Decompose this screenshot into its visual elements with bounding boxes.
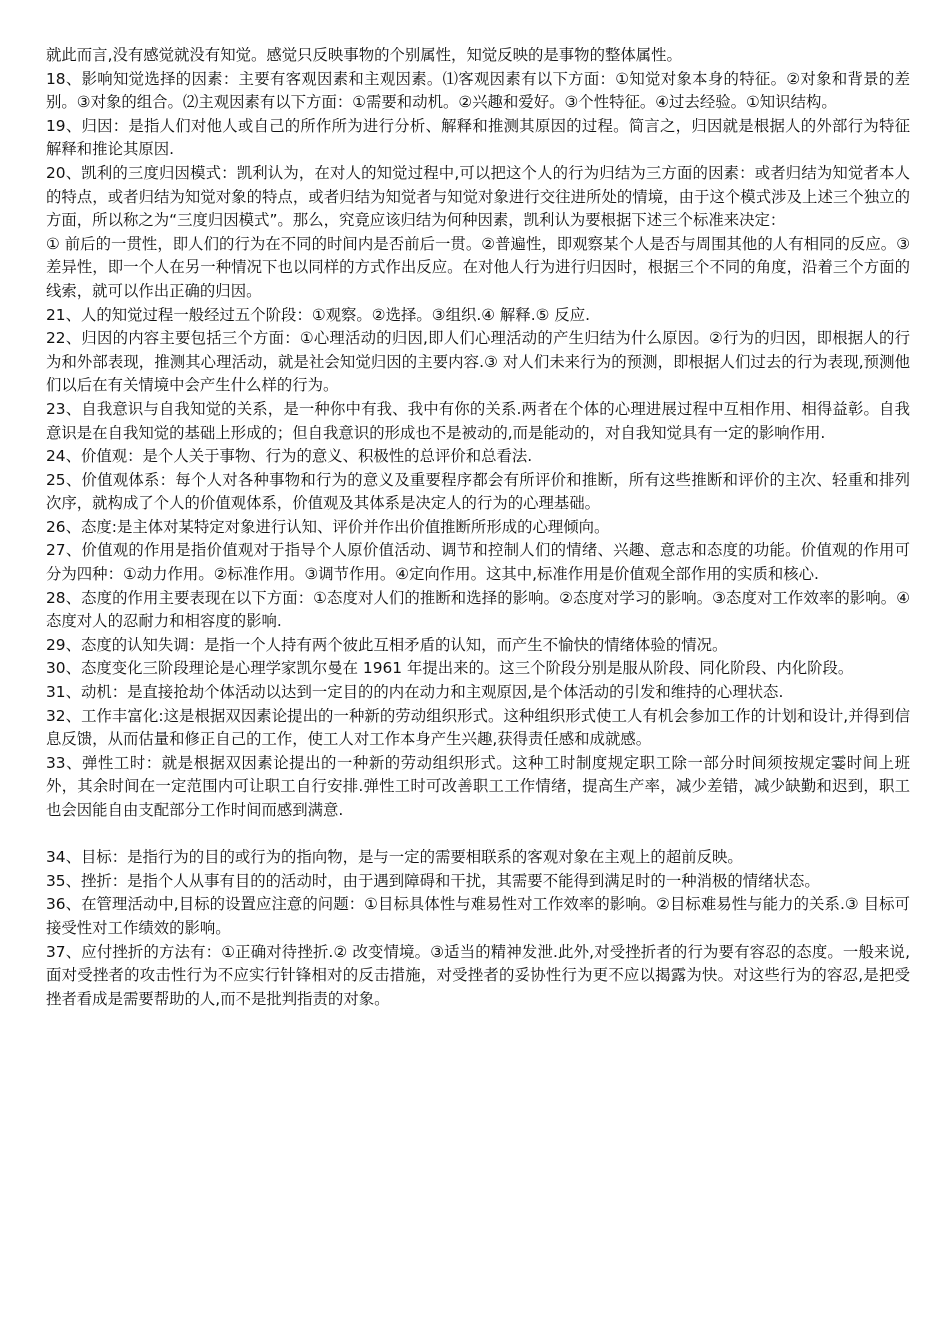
paragraph-item-32: 32、工作丰富化:这是根据双因素论提出的一种新的劳动组织形式。这种组织形式使工人有机会参加工作的计划和设计,并得到信息反馈，从而估量和修正自己的工作，使工人对工作本身产生兴趣,获得责任感和成就感。 — [46, 706, 910, 749]
paragraph-item-33: 33、弹性工时：就是根据双因素论提出的一种新的劳动组织形式。这种工时制度规定职工除一部分时间须按规定霎时间上班外，其余时间在一定范围内可让职工自行安排.弹性工时可改善职工工作情绪，提高生产率，减少差错，减少缺勤和迟到，职工也会因能自由支配部分工作时间而感到满意. — [46, 753, 910, 819]
paragraph-item-19: 19、归因：是指人们对他人或自己的所作所为进行分析、解释和推测其原因的过程。简言之，归因就是根据人的外部行为特征解释和推论其原因. — [46, 116, 910, 159]
paragraph-item-20-criteria: ① 前后的一贯性，即人们的行为在不同的时间内是否前后一贯。②普遍性，即观察某个人是否与周围其他的人有相同的反应。③差异性，即一个人在另一种情况下也以同样的方式作出反应。在对他人行为进行归因时，根据三个不同的角度，沿着三个方面的线索，就可以作出正确的归因。 — [46, 234, 910, 300]
blank-line — [46, 823, 910, 847]
paragraph-item-36: 36、在管理活动中,目标的设置应注意的问题：①目标具体性与难易性对工作效率的影响。②目标难易性与能力的关系.③ 目标可接受性对工作绩效的影响。 — [46, 895, 910, 937]
paragraph-item-25: 25、价值观体系：每个人对各种事物和行为的意义及重要程序都会有所评价和推断，所有这些推断和评价的主次、轻重和排列次序，就构成了个人的价值观体系，价值观及其体系是决定人的行为的心理基础。 — [46, 470, 910, 513]
paragraph-item-29: 29、态度的认知失调：是指一个人持有两个彼此互相矛盾的认知，而产生不愉快的情绪体验的情况。 — [46, 635, 728, 654]
paragraph-item-37: 37、应付挫折的方法有：①正确对待挫折.② 改变情境。③适当的精神发泄.此外,对受挫折者的行为要有容忍的态度。一般来说,面对受挫者的攻击性行为不应实行针锋相对的反击措施，对受挫者的妥协性行为更不应以揭露为快。对这些行为的容忍,是把受挫者看成是需要帮助的人,而不是批判指责的对象。 — [46, 942, 910, 1008]
paragraph-item-21: 21、人的知觉过程一般经过五个阶段：①观察。②选择。③组织.④ 解释.⑤ 反应. — [46, 305, 590, 324]
paragraph-item-24: 24、价值观：是个人关于事物、行为的意义、积极性的总评价和总看法. — [46, 447, 533, 466]
paragraph-item-28: 28、态度的作用主要表现在以下方面：①态度对人们的推断和选择的影响。②态度对学习的影响。③态度对工作效率的影响。④态度对人的忍耐力和相容度的影响. — [46, 588, 910, 631]
paragraph-item-18: 18、影响知觉选择的因素：主要有客观因素和主观因素。⑴客观因素有以下方面：①知觉对象本身的特征。②对象和背景的差别。③对象的组合。⑵主观因素有以下方面：①需要和动机。②兴趣和爱好。③个性特征。④过去经验。①知识结构。 — [46, 69, 910, 112]
paragraph-item-34: 34、目标：是指行为的目的或行为的指向物，是与一定的需要相联系的客观对象在主观上的超前反映。 — [46, 848, 743, 867]
paragraph-item-20: 20、凯利的三度归因模式：凯利认为，在对人的知觉过程中,可以把这个人的行为归结为三方面的因素：或者归结为知觉者本人的特点，或者归结为知觉对象的特点，或者归结为知觉者与知觉对象进行交往进所处的情境，由于这个模式涉及上述三个独立的方面，所以称之为“三度归因模式”。那么，究竟应该归结为何种因素，凯利认为要根据下述三个标准来决定： — [46, 163, 910, 230]
paragraph-item-27: 27、价值观的作用是指价值观对于指导个人原价值活动、调节和控制人们的情绪、兴趣、意志和态度的功能。价值观的作用可分为四种：①动力作用。②标准作用。③调节作用。④定向作用。这其中,标准作用是价值观全部作用的实质和核心. — [46, 541, 910, 584]
paragraph-item-35: 35、挫折：是指个人从事有目的的活动时，由于遇到障碍和干扰，其需要不能得到满足时的一种消极的情绪状态。 — [46, 871, 820, 890]
paragraph-item-30: 30、态度变化三阶段理论是心理学家凯尔曼在 1961 年提出来的。这三个阶段分别是服从阶段、同化阶段、内化阶段。 — [46, 659, 854, 678]
paragraph-intro: 就此而言,没有感觉就没有知觉。感觉只反映事物的个别属性，知觉反映的是事物的整体属性。 — [46, 46, 682, 64]
paragraph-item-31: 31、动机：是直接抢劫个体活动以达到一定目的的内在动力和主观原因,是个体活动的引发和维持的心理状态. — [46, 683, 784, 702]
paragraph-item-26: 26、态度:是主体对某特定对象进行认知、评价并作出价值推断所形成的心理倾向。 — [46, 517, 610, 536]
paragraph-item-23: 23、自我意识与自我知觉的关系，是一种你中有我、我中有你的关系.两者在个体的心理进展过程中互相作用、相得益彰。自我意识是在自我知觉的基础上形成的；但自我意识的形成也不是被动的,而是能动的，对自我知觉具有一定的影响作用. — [46, 399, 910, 442]
paragraph-item-22: 22、归因的内容主要包括三个方面：①心理活动的归因,即人们心理活动的产生归结为什么原因。②行为的归因，即根据人的行为和外部表现，推测其心理活动，就是社会知觉归因的主要内容.③ 对人们未来行为的预测，即根据人们过去的行为表现,预测他们以后在有关情境中会产生什么样的行为。 — [46, 329, 910, 395]
